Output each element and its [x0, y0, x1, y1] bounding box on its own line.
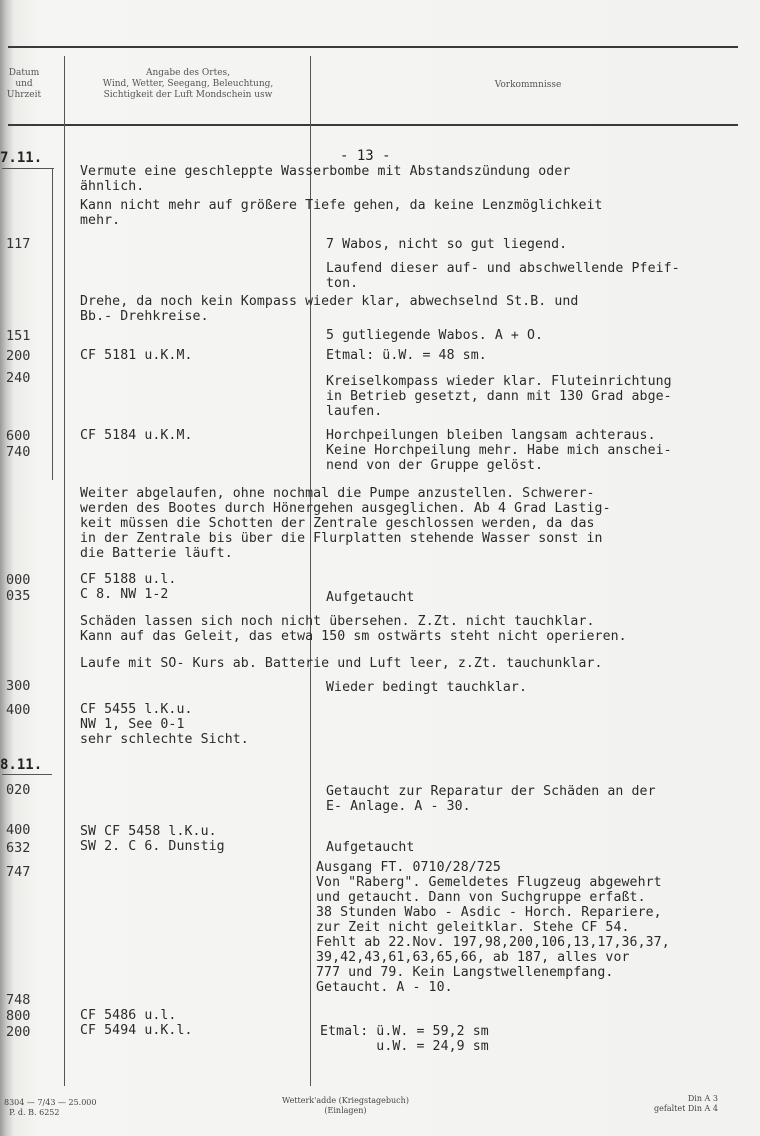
header-col3: Vorkommnisse	[494, 80, 562, 90]
time-entry: 747	[6, 864, 31, 880]
time-entry: 240	[6, 370, 31, 386]
time-entry: 600	[6, 428, 31, 444]
page-number: - 13 -	[340, 148, 391, 164]
time-entry: 200	[6, 1024, 31, 1040]
time-entry: 117	[6, 236, 31, 252]
entry-text: Aufgetaucht	[326, 840, 415, 855]
entry-text: CF 5181 u.K.M.	[80, 348, 193, 363]
entry-text: SW CF 5458 l.K.u. SW 2. C 6. Dunstig	[80, 824, 225, 854]
entry-text: Laufend dieser auf- und abschwellende Pfeif- ton.	[326, 261, 680, 291]
entry-text: 7 Wabos, nicht so gut liegend.	[326, 237, 568, 252]
time-entry: 800	[6, 1008, 31, 1024]
entry-text: Aufgetaucht	[326, 590, 415, 605]
time-entry: 400	[6, 822, 31, 838]
footer-center: Wetterk'adde (Kriegstagebuch) (Einlagen)	[282, 1096, 409, 1115]
entry-text: Wieder bedingt tauchklar.	[326, 680, 527, 695]
entry-text: Etmal: ü.W. = 59,2 sm u.W. = 24,9 sm	[320, 1024, 489, 1054]
time-entry: 300	[6, 678, 31, 694]
column-divider-1	[64, 56, 65, 1086]
entry-text: CF 5184 u.K.M.	[80, 428, 193, 443]
date-2: 8.11.	[0, 757, 43, 773]
entry-text: Kreiselkompass wieder klar. Fluteinrichtung in Betrieb gesetzt, dann mit 130 Grad abge- laufen.	[326, 374, 672, 419]
time-entry: 740	[6, 444, 31, 460]
date-box-right	[52, 168, 53, 480]
entry-text: Horchpeilungen bleiben langsam achteraus. Keine Horchpeilung mehr. Habe mich anschei- nend von der Gruppe gelöst.	[326, 428, 672, 473]
date-underline-1	[2, 168, 54, 169]
top-rule	[8, 46, 738, 48]
header-events	[316, 80, 740, 91]
footer-right: Din A 3 gefaltet Din A 4	[654, 1094, 718, 1113]
header-location	[70, 68, 306, 101]
time-entry: 400	[6, 702, 31, 718]
time-entry: 035	[6, 588, 31, 604]
entry-text: Schäden lassen sich noch nicht übersehen. Z.Zt. nicht tauchklar. Kann auf das Geleit, das etwa 150 sm ostwärts steht nicht operieren.	[80, 614, 627, 644]
entry-text: Etmal: ü.W. = 48 sm.	[326, 348, 487, 363]
time-entry: 151	[6, 328, 31, 344]
entry-text: Laufe mit SO- Kurs ab. Batterie und Luft leer, z.Zt. tauchunklar.	[80, 656, 603, 671]
time-entry: 020	[6, 782, 31, 798]
entry-text: CF 5455 l.K.u. NW 1, See 0-1 sehr schlechte Sicht.	[80, 702, 249, 747]
entry-text: Getaucht zur Reparatur der Schäden an der E- Anlage. A - 30.	[326, 784, 656, 814]
header-col2: Angabe des Ortes, Wind, Wetter, Seegang, Beleuchtung, Sichtigkeit der Luft Mondschein usw	[102, 68, 274, 100]
entry-text: Ausgang FT. 0710/28/725 Von "Raberg". Gemeldetes Flugzeug abgewehrt und getaucht. Dann von Suchgruppe erfaßt. 38 Stunden Wabo - Asdic - Horch. Repariere, zur Zeit nicht geleitklar. Stehe CF 54. Fehlt ab 22.Nov. 197,98,200,106,13,17,36,37, 39,42,43,61,63,65,66, ab 187, alles vor 777 und 79. Kein Langstwellenempfang. Getaucht. A - 10.	[316, 860, 670, 995]
header-bottom-rule	[8, 124, 738, 126]
time-entry: 748	[6, 992, 31, 1008]
date-underline-2	[2, 774, 52, 775]
entry-text: CF 5188 u.l. C 8. NW 1-2	[80, 572, 177, 602]
header-date-time	[0, 68, 48, 101]
time-entry: 632	[6, 840, 31, 856]
time-entry: 000	[6, 572, 31, 588]
date-1: 7.11.	[0, 150, 43, 166]
time-entry: 200	[6, 348, 31, 364]
header-col1: Datum und Uhrzeit	[6, 68, 42, 100]
footer-left: 8304 — 7/43 — 25.000 P. d. B. 6252	[4, 1098, 97, 1117]
entry-text: Kann nicht mehr auf größere Tiefe gehen, da keine Lenzmöglichkeit mehr.	[80, 198, 603, 228]
entry-text: 5 gutliegende Wabos. A + O.	[326, 328, 544, 343]
entry-text: CF 5486 u.l. CF 5494 u.K.l.	[80, 1008, 193, 1038]
entry-text: Weiter abgelaufen, ohne nochmal die Pumpe anzustellen. Schwerer- werden des Bootes durch Hönergehen ausgeglichen. Ab 4 Grad Lastig- keit müssen die Schotten der Zentrale geschlossen werden, da das in der Zentrale bis über die Flurplatten stehende Wasser sonst in die Batterie läuft.	[80, 486, 611, 561]
entry-text: Vermute eine geschleppte Wasserbombe mit Abstandszündung oder ähnlich.	[80, 164, 571, 194]
entry-text: Drehe, da noch kein Kompass wieder klar, abwechselnd St.B. und Bb.- Drehkreise.	[80, 294, 579, 324]
